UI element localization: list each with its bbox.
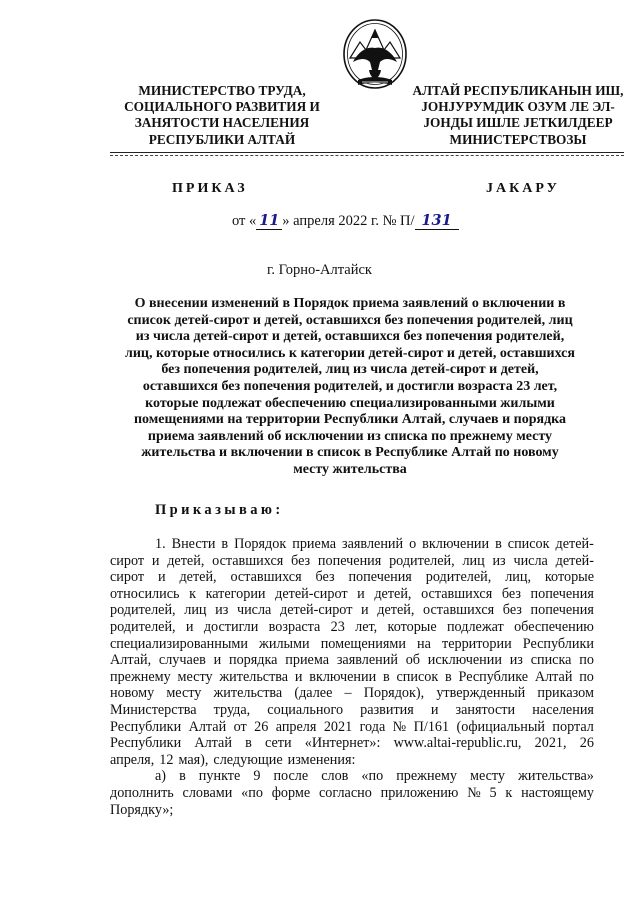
title-line: жительства и включении в список в Республике Алтай по новому [141, 445, 559, 461]
title-line: месту жительства [293, 461, 407, 477]
title-line: из числа детей-сирот и детей, оставшихся без попечения родителей, [135, 329, 565, 345]
body-line: дополнить словами «по форме согласно приложению № 5 к настоящему [110, 784, 594, 801]
body-line: прежнему месту жительства и включении в список в Республике Алтай по [110, 668, 594, 685]
body-line: родителей, лиц из числа детей-сирот и детей, оставшихся без попечения [110, 602, 594, 619]
title-line: О внесении изменений в Порядок приема заявлений о включении в [134, 296, 566, 311]
title-line: приема заявлений об исключении из списка по прежнему месту [147, 428, 553, 444]
header-rule [110, 152, 624, 153]
doc-type-russian: ПРИКАЗ [172, 181, 248, 196]
order-body [110, 536, 594, 818]
header-line: АЛТАЙ РЕСПУБЛИКАНЫН ИШ, [412, 83, 624, 98]
body-line: Республики Алтай от 26 апреля 2021 года № П/161 (официальный портал [110, 718, 594, 735]
body-line: специализированными жилыми помещениями на территории Республики [110, 635, 594, 652]
header-line: ЈОНДЫ ИШЛЕ ЈЕТКИЛДЕЕР [423, 115, 613, 131]
body-line: относились к категории детей-сирот и детей, оставшихся без попечения [110, 585, 594, 602]
title-line: оставшихся без попечения родителей, и достигли возраста 23 лет, [142, 378, 558, 394]
date-prefix: от « [232, 213, 257, 229]
header-line: СОЦИАЛЬНОГО РАЗВИТИЯ И [124, 99, 320, 115]
header-line: МИНИСТЕРСТВО ТРУДА, [138, 83, 306, 98]
body-line: а) в пункте 9 после слов «по прежнему месту жительства» [155, 768, 594, 785]
body-line: 1. Внести в Порядок приема заявлений о включении в список детей- [155, 536, 594, 552]
handwritten-number: 131 [415, 212, 459, 230]
body-line: родителей, и достигли возраста 23 лет, которые подлежат обеспечению [110, 618, 594, 635]
title-line: помещениями на территории Республики Алтай, случаев и порядка [133, 412, 567, 428]
header-line: РЕСПУБЛИКИ АЛТАЙ [148, 131, 296, 147]
city: г. Горно-Алтайск [267, 262, 372, 278]
order-title [108, 296, 592, 479]
ministry-name-russian [112, 83, 332, 148]
order-word: Приказываю: [155, 502, 284, 518]
header-rule-dashed [110, 155, 624, 156]
coat-of-arms-emblem [340, 18, 410, 94]
ministry-name-altai [412, 83, 624, 148]
title-line: лиц, которые относились к категории детей-сирот и детей, оставшихся [125, 345, 575, 361]
body-line: Порядку»; [110, 801, 174, 818]
header-line: ЗАНЯТОСТИ НАСЕЛЕНИЯ [134, 115, 310, 131]
title-line: список детей-сирот и детей, оставшихся без попечения родителей, лиц [127, 312, 573, 328]
header-line: МИНИСТЕРСТВОЗЫ [449, 131, 587, 147]
date-middle: » апреля 2022 г. № П/ [282, 213, 415, 229]
doc-type-altai: ЈАКАРУ [486, 181, 560, 196]
body-line: сирот и детей, оставшихся без попечения родителей, лиц, которые [110, 569, 594, 586]
body-line: апреля, 12 мая), следующие изменения: [110, 751, 356, 768]
title-line: которые подлежат обеспечению специализированными жилыми [145, 395, 555, 411]
date-number-line [232, 212, 459, 230]
body-line: Алтай, случаев и порядка приема заявлений об исключении из списка по [110, 652, 594, 669]
body-line: Республики Алтай в сети «Интернет»: www.altai-republic.ru, 2021, 26 [110, 735, 594, 752]
body-line: новому месту жительства (далее – Порядок), утвержденный приказом [110, 685, 594, 702]
header-line: ЈОНЈУРУМДИК ОЗУМ ЛЕ ЭЛ- [421, 99, 615, 115]
handwritten-day: 11 [256, 212, 282, 230]
body-line: сирот и детей, оставшихся без попечения родителей, лиц из числа детей- [110, 552, 594, 569]
body-line: Министерства труда, социального развития и занятости населения [110, 701, 594, 718]
title-line: без попечения родителей, лиц из числа детей-сирот и детей, [161, 362, 539, 378]
